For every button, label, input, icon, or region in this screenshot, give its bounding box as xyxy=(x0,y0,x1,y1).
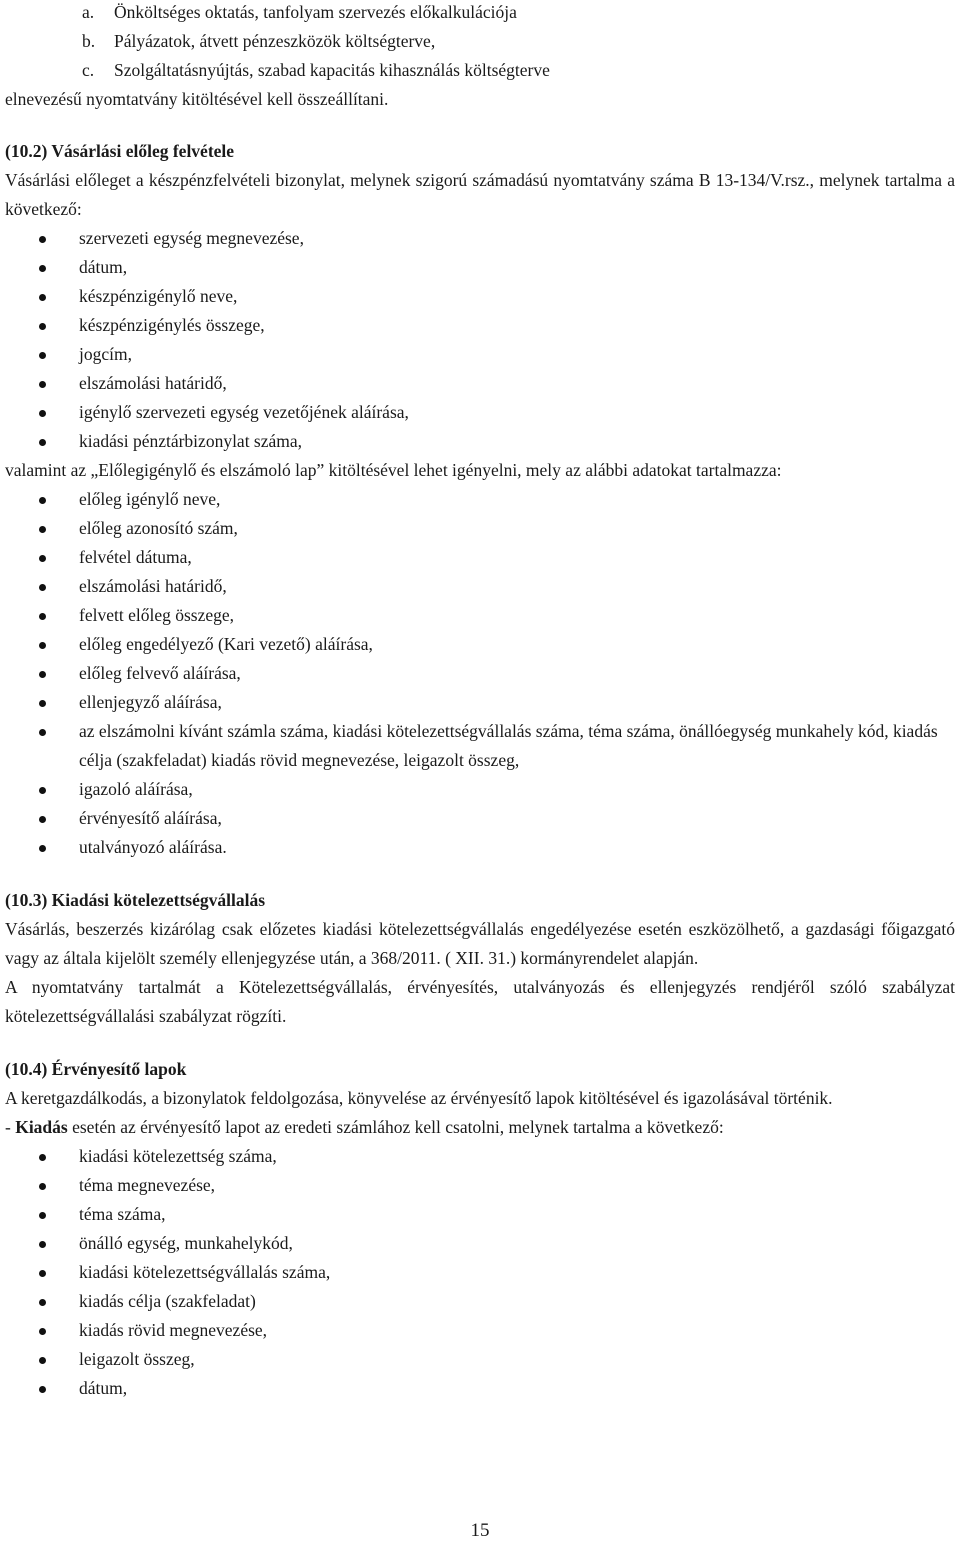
list-item-text: felvétel dátuma, xyxy=(79,547,192,567)
bullet-list xyxy=(0,1142,960,1403)
list-item-text: kiadási kötelezettség száma, xyxy=(79,1146,277,1166)
list-item xyxy=(0,1345,960,1374)
bullet-icon xyxy=(39,352,46,359)
list-item xyxy=(0,311,960,340)
section-heading: (10.3) Kiadási kötelezettségvállalás xyxy=(5,890,266,910)
list-item-text: dátum, xyxy=(79,257,128,277)
list-item-text: az elszámolni kívánt számla száma, kiadási kötelezettségvállalás száma, téma száma, önállóegység munkahely kód, kiadás célja (szakfeladat) kiadás rövid megnevezése, leigazolt összeg, xyxy=(79,721,938,770)
bullet-icon xyxy=(39,439,46,446)
list-item-text: Pályázatok, átvett pénzeszközök költségterve, xyxy=(114,31,436,51)
list-item xyxy=(0,1374,960,1403)
list-item-text: elszámolási határidő, xyxy=(79,576,227,596)
bullet-icon xyxy=(39,1386,46,1393)
list-item xyxy=(0,253,960,282)
list-item-text: önálló egység, munkahelykód, xyxy=(79,1233,293,1253)
bullet-icon xyxy=(39,497,46,504)
list-item-text: kiadási kötelezettségvállalás száma, xyxy=(79,1262,331,1282)
list-item xyxy=(0,1142,960,1171)
top-list xyxy=(0,0,960,85)
paragraph: valamint az „Előlegigénylő és elszámoló lap” kitöltésével lehet igényelni, mely az alábbi adatokat tartalmazza: xyxy=(5,460,782,480)
section-heading: (10.4) Érvényesítő lapok xyxy=(5,1059,187,1079)
list-item-text: ellenjegyző aláírása, xyxy=(79,692,222,712)
bullet-icon xyxy=(39,1357,46,1364)
paragraph-prefix: - xyxy=(5,1117,16,1137)
list-item-text: utalványozó aláírása. xyxy=(79,837,227,857)
bullet-list xyxy=(0,224,960,456)
list-item-text: szervezeti egység megnevezése, xyxy=(79,228,304,248)
list-item xyxy=(0,0,960,27)
list-item xyxy=(0,775,960,804)
list-item xyxy=(0,485,960,514)
bullet-icon xyxy=(39,729,46,736)
list-item-text: előleg igénylő neve, xyxy=(79,489,221,509)
bullet-icon xyxy=(39,1299,46,1306)
paragraph: Vásárlási előleget a készpénzfelvételi bizonylat, melynek szigorú számadású nyomtatvány száma B 13-134/V.rsz., melynek tartalma a következő: xyxy=(5,170,955,219)
bullet-icon xyxy=(39,555,46,562)
list-item-text: téma száma, xyxy=(79,1204,166,1224)
list-item xyxy=(0,833,960,862)
bullet-icon xyxy=(39,584,46,591)
list-item xyxy=(0,1258,960,1287)
list-item-text: dátum, xyxy=(79,1378,128,1398)
list-item xyxy=(0,224,960,253)
list-item-text: előleg engedélyező (Kari vezető) aláírása, xyxy=(79,634,373,654)
bullet-icon xyxy=(39,700,46,707)
bullet-icon xyxy=(39,787,46,794)
list-item-text: kiadás célja (szakfeladat) xyxy=(79,1291,256,1311)
bullet-icon xyxy=(39,1154,46,1161)
bullet-icon xyxy=(39,816,46,823)
bullet-icon xyxy=(39,381,46,388)
list-item-text: készpénzigénylés összege, xyxy=(79,315,265,335)
list-item xyxy=(0,659,960,688)
section-10-4 xyxy=(5,1055,955,1142)
list-item-text: érvényesítő aláírása, xyxy=(79,808,222,828)
bullet-list xyxy=(0,485,960,862)
list-item xyxy=(0,514,960,543)
list-item xyxy=(0,1200,960,1229)
paragraph: elnevezésű nyomtatvány kitöltésével kell összeállítani. xyxy=(5,89,389,109)
bullet-icon xyxy=(39,1212,46,1219)
bullet-icon xyxy=(39,671,46,678)
list-item-text: Önköltséges oktatás, tanfolyam szervezés előkalkulációja xyxy=(114,2,517,22)
list-item-text: előleg azonosító szám, xyxy=(79,518,238,538)
list-item xyxy=(0,427,960,456)
page-number: 15 xyxy=(470,1520,490,1541)
list-item xyxy=(0,572,960,601)
section-10-2 xyxy=(5,137,955,224)
list-item-text: Szolgáltatásnyújtás, szabad kapacitás kihasználás költségterve xyxy=(114,60,550,80)
bullet-icon xyxy=(39,845,46,852)
list-item-text: kiadási pénztárbizonylat száma, xyxy=(79,431,303,451)
list-item xyxy=(0,282,960,311)
list-marker: a. xyxy=(82,2,95,22)
paragraph xyxy=(5,1113,955,1142)
list-item-text: igénylő szervezeti egység vezetőjének aláírása, xyxy=(79,402,409,422)
list-item xyxy=(0,630,960,659)
list-item xyxy=(0,804,960,833)
list-item xyxy=(0,1171,960,1200)
list-item xyxy=(0,340,960,369)
bullet-icon xyxy=(39,265,46,272)
list-item xyxy=(0,27,960,56)
list-item xyxy=(0,56,960,85)
list-item-text: téma megnevezése, xyxy=(79,1175,216,1195)
paragraph-rest: esetén az érvényesítő lapot az eredeti számlához kell csatolni, melynek tartalma a következő: xyxy=(67,1117,724,1137)
bullet-icon xyxy=(39,323,46,330)
bullet-icon xyxy=(39,1241,46,1248)
spacer xyxy=(0,1031,960,1055)
list-item-text: jogcím, xyxy=(79,344,132,364)
list-item xyxy=(0,1229,960,1258)
list-item xyxy=(0,398,960,427)
bullet-icon xyxy=(39,1183,46,1190)
list-marker: b. xyxy=(82,31,96,51)
list-item-text: előleg felvevő aláírása, xyxy=(79,663,241,683)
paragraph: Vásárlás, beszerzés kizárólag csak előzetes kiadási kötelezettségvállalás engedélyezése esetén eszközölhető, a gazdasági főigazgató vagy az általa kijelölt személy ellenjegyzése után, a 368/2011. ( XII. 31.) kormányrendelet alapján. xyxy=(5,919,955,968)
paragraph: A nyomtatvány tartalmát a Kötelezettségvállalás, érvényesítés, utalványozás és ellenjegyzés rendjéről szóló szabályzat kötelezettségvállalási szabályzat rögzíti. xyxy=(5,977,955,1026)
bold-term: Kiadás xyxy=(15,1117,68,1137)
list-item-text: igazoló aláírása, xyxy=(79,779,193,799)
list-item-text: felvett előleg összege, xyxy=(79,605,235,625)
list-marker: c. xyxy=(82,60,95,80)
list-item xyxy=(0,1287,960,1316)
bullet-icon xyxy=(39,410,46,417)
bullet-icon xyxy=(39,1328,46,1335)
bullet-icon xyxy=(39,294,46,301)
list-item xyxy=(0,543,960,572)
list-item-text: leigazolt összeg, xyxy=(79,1349,195,1369)
spacer xyxy=(0,114,960,137)
paragraph: A keretgazdálkodás, a bizonylatok feldolgozása, könyvelése az érvényesítő lapok kitöltésével és igazolásával történik. xyxy=(5,1088,833,1108)
list-item xyxy=(0,1316,960,1345)
list-item-text: elszámolási határidő, xyxy=(79,373,227,393)
bullet-icon xyxy=(39,642,46,649)
list-item xyxy=(0,601,960,630)
section-10-3 xyxy=(5,886,955,1031)
spacer xyxy=(0,862,960,886)
bullet-icon xyxy=(39,613,46,620)
list-item xyxy=(0,688,960,717)
list-item-text: kiadás rövid megnevezése, xyxy=(79,1320,268,1340)
list-item-text: készpénzigénylő neve, xyxy=(79,286,238,306)
list-item xyxy=(0,369,960,398)
section-heading: (10.2) Vásárlási előleg felvétele xyxy=(5,141,235,161)
bullet-icon xyxy=(39,1270,46,1277)
bullet-icon xyxy=(39,236,46,243)
list-item xyxy=(0,717,960,775)
bullet-icon xyxy=(39,526,46,533)
